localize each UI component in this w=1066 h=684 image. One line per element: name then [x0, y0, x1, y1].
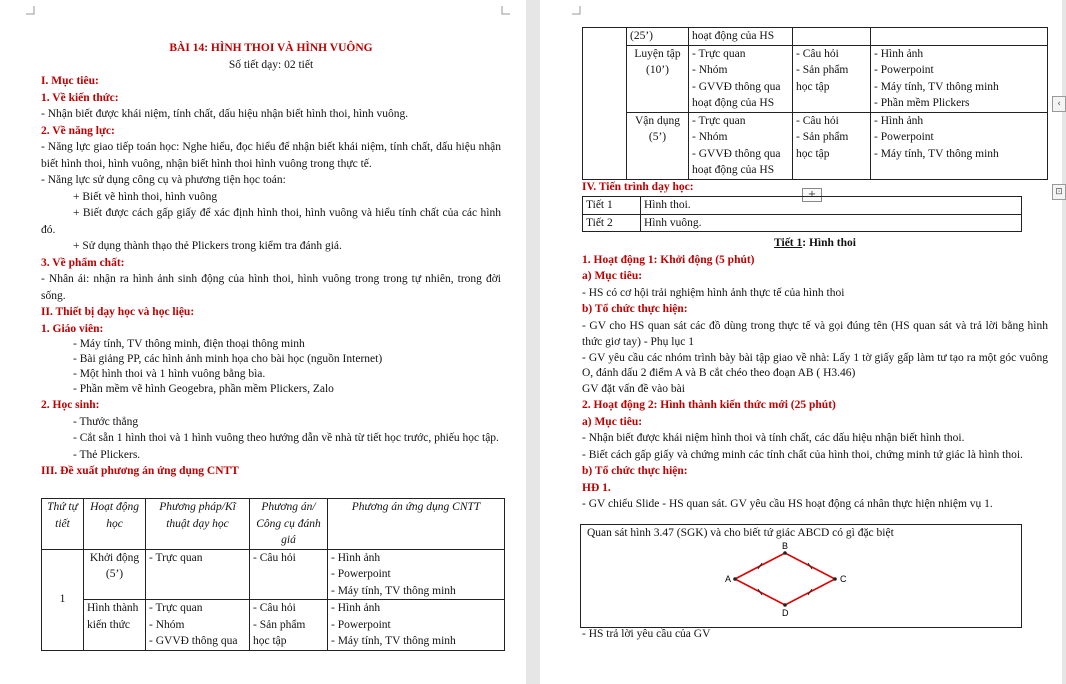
table-cell [328, 549, 505, 600]
table-cell: Vận dụng (5’) [627, 112, 689, 179]
lesson-heading [582, 235, 1048, 252]
list-item: - Cắt sẵn 1 hình thoi và 1 hình vuông theo hướng dẫn về nhà từ tiết học trước, phiếu học tập. [73, 432, 499, 444]
table-cell: (25’) [627, 28, 689, 46]
table-row [583, 112, 1048, 179]
rhombus-figure [581, 525, 1021, 627]
section-heading: I. Mục tiêu: [41, 75, 99, 87]
table-header: Phương án ứng dụng CNTT [328, 499, 505, 550]
table-row [42, 549, 505, 600]
table-cell: - Câu hỏi - Sản phẩm học tập [793, 112, 871, 179]
subheading: a) Mục tiêu: [582, 270, 643, 282]
table-header: Phương án/ Công cụ đánh giá [250, 499, 328, 550]
label-b: B [782, 541, 789, 551]
subsection-heading: 1. Về kiến thức: [41, 91, 119, 104]
paragraph: GV đặt vấn đề vào bài [582, 382, 685, 395]
layout-options-icon[interactable]: ⊡ [1052, 184, 1066, 200]
paragraph: + Biết được cách gấp giấy để xác định hình thoi, hình vuông và hiểu tính chất của các hình đó. [41, 207, 501, 236]
table-cell [871, 28, 1048, 46]
schedule-table [582, 196, 1022, 232]
list-item: - Bài giảng PP, các hình ảnh minh họa cho bài học (nguồn Internet) [73, 353, 383, 365]
table-header: Phương pháp/Kĩ thuật dạy học [146, 499, 250, 550]
table-cell: - Câu hỏi - Sản phẩm học tập [793, 45, 871, 112]
section-heading: IV. Tiến trình dạy học: [582, 181, 694, 193]
figure-prompt: Quan sát hình 3.47 (SGK) và cho biết tứ giác ABCD có gì đặc biệt [587, 527, 894, 539]
table-header: Hoạt động học [84, 499, 146, 550]
table-cell: 1 [42, 549, 84, 650]
page-right [540, 0, 1062, 684]
paragraph: - GV yêu cầu các nhóm trình bày bài tập giao về nhà: Lấy 1 tờ giấy gấp làm tư tạo ra một góc vuông O, đánh dấu 2 điểm A và B cắt chéo theo đoạn AB ( H3.46) [582, 351, 1048, 379]
vertex-b [783, 551, 787, 555]
vertex-c [833, 577, 837, 581]
table-cell: Tiết 1 [583, 197, 641, 215]
paragraph: - Năng lực giao tiếp toán học: Nghe hiểu, đọc hiểu để nhận biết khái niệm, tính chất, dấu hiệu nhận biết hình thoi, hình vuông, nhận biết hình thoi hình vuông trong thực tế. [41, 141, 501, 170]
table-cell: Hình thành kiến thức [84, 600, 146, 651]
table-cell: - Trực quan - Nhóm - GVVĐ thông qua hoạt động của HS [689, 112, 793, 179]
table-cell: - Câu hỏi - Sản phẩm học tập [250, 600, 328, 651]
table-row [583, 28, 1048, 46]
list-item: - Phần mềm vẽ hình Geogebra, phần mềm Plickers, Zalo [73, 383, 334, 395]
figure-box [580, 524, 1022, 628]
vertex-d [783, 603, 787, 607]
lesson-title: BÀI 14: HÌNH THOI VÀ HÌNH VUÔNG [169, 42, 373, 54]
cell-line: - Powerpoint [331, 618, 391, 631]
lesson-heading-text: : Hình thoi [802, 237, 856, 249]
margin-corner-icon [26, 6, 34, 14]
cntt-table-continued [582, 27, 1048, 180]
activity-heading: 1. Hoạt động 1: Khởi động (5 phút) [582, 253, 755, 266]
table-row [583, 45, 1048, 112]
label-d: D [782, 608, 789, 618]
table-cell: Hình vuông. [641, 214, 1022, 232]
subsection-heading: 1. Giáo viên: [41, 322, 104, 335]
table-cell: - Trực quan [146, 549, 250, 600]
lesson-subtitle: Số tiết dạy: 02 tiết [228, 58, 314, 71]
paragraph: - Biết cách gấp giấy và chứng minh các tính chất của hình thoi, chứng minh tứ giác là hình thoi. [582, 448, 1023, 461]
table-cell [328, 600, 505, 651]
paragraph: - Năng lực sử dụng công cụ và phương tiện học toán: [41, 174, 286, 186]
table-row [583, 197, 1022, 215]
cell-line: - Hình ảnh [331, 551, 381, 564]
table-cell: - Câu hỏi [250, 549, 328, 600]
table-cell [583, 28, 627, 180]
cell-line: - Powerpoint [331, 568, 391, 580]
rhombus-abcd [735, 553, 835, 605]
paragraph: - HS có cơ hội trải nghiệm hình ảnh thực tế của hình thoi [582, 286, 845, 299]
paragraph: + Biết vẽ hình thoi, hình vuông [73, 190, 218, 203]
table-cell: hoạt động của HS [689, 28, 793, 46]
subheading: HĐ 1. [582, 481, 611, 494]
activity-heading: 2. Hoạt động 2: Hình thành kiến thức mới (25 phút) [582, 399, 836, 411]
section-heading: II. Thiết bị dạy học và học liệu: [41, 306, 195, 318]
table-header-row [42, 499, 505, 550]
collapse-arrow-icon[interactable]: ‹ [1052, 96, 1066, 112]
paragraph: - Nhận biết được khái niệm hình thoi và tính chất, các dấu hiệu nhận biết hình thoi. [582, 432, 965, 444]
table-cell: Hình thoi. [641, 197, 1022, 215]
table-header: Thứ tự tiết [42, 499, 84, 550]
paragraph: - GV chiếu Slide - HS quan sát. GV yêu cầu HS hoạt động cá nhân thực hiện nhiệm vụ 1. [582, 498, 993, 510]
section-heading: III. Đề xuất phương án ứng dụng CNTT [41, 465, 239, 477]
cell-line: - Máy tính, TV thông minh [331, 635, 456, 647]
subsection-heading: 2. Về năng lực: [41, 124, 115, 137]
subsection-heading: 2. Học sinh: [41, 399, 100, 411]
table-cell: - Hình ảnh - Powerpoint - Máy tính, TV thông minh [871, 112, 1048, 179]
table-cell: - Hình ảnh - Powerpoint - Máy tính, TV thông minh - Phần mềm Plickers [871, 45, 1048, 112]
paragraph: - Nhận biết được khái niệm, tính chất, dấu hiệu nhận biết hình thoi, hình vuông. [41, 108, 409, 120]
margin-corner-icon [502, 6, 510, 14]
table-cell: Tiết 2 [583, 214, 641, 232]
table-row [583, 214, 1022, 232]
list-item: - Thước thẳng [73, 415, 139, 428]
cell-line: - Máy tính, TV thông minh [331, 584, 456, 597]
teacher-list [41, 337, 501, 397]
lesson-heading-label: Tiết 1 [774, 237, 803, 249]
margin-corner-icon [572, 6, 580, 14]
paragraph: + Sử dụng thành thạo thẻ Plickers trong kiểm tra đánh giá. [73, 240, 342, 252]
table-row [42, 600, 505, 651]
table-add-row-button[interactable]: + [802, 188, 822, 202]
cntt-table [41, 498, 505, 651]
page-left [0, 0, 526, 684]
paragraph: - Nhân ái: nhận ra hình ảnh sinh động của hình thoi, hình vuông trong trong tự nhiên, trong đời sống. [41, 273, 501, 302]
subheading: b) Tổ chức thực hiện: [582, 303, 688, 315]
label-a: A [725, 574, 732, 584]
subheading: a) Mục tiêu: [582, 415, 643, 428]
list-item: - Máy tính, TV thông minh, điện thoại thông minh [73, 338, 305, 350]
table-cell: - Trực quan - Nhóm - GVVĐ thông qua [146, 600, 250, 651]
subsection-heading: 3. Về phẩm chất: [41, 256, 125, 269]
subheading: b) Tổ chức thực hiện: [582, 465, 688, 477]
paragraph: - GV cho HS quan sát các đồ dùng trong thực tế và gọi đúng tên (HS quan sát và trả lời bằng hình thức giơ tay) - Phụ lục 1 [582, 319, 1048, 348]
table-cell: - Trực quan - Nhóm - GVVĐ thông qua hoạt động của HS [689, 45, 793, 112]
table-cell: Luyện tập (10’) [627, 45, 689, 112]
table-cell [793, 28, 871, 46]
table-cell: Khởi động (5’) [84, 549, 146, 600]
cell-line: - Hình ảnh [331, 602, 381, 614]
list-item: - Thẻ Plickers. [73, 448, 141, 461]
list-item: - Một hình thoi và 1 hình vuông bằng bìa. [73, 368, 266, 380]
paragraph: - HS trả lời yêu cầu của GV [582, 628, 711, 640]
vertex-a [733, 577, 737, 581]
label-c: C [840, 574, 847, 584]
